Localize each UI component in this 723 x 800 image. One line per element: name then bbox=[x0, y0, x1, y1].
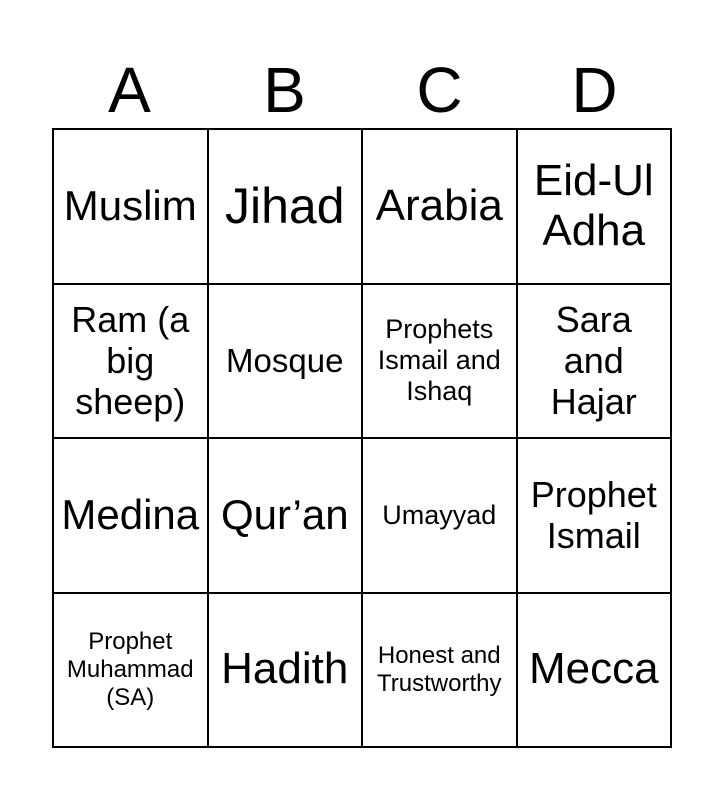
bingo-cell-a1[interactable] bbox=[54, 130, 209, 285]
bingo-cell-b2[interactable] bbox=[209, 285, 364, 440]
bingo-cell-label: Prophet Muhammad (SA) bbox=[66, 628, 194, 711]
header-letter-a: A bbox=[108, 54, 151, 126]
bingo-cell-label: Muslim bbox=[63, 182, 197, 230]
bingo-cell-c2[interactable] bbox=[363, 285, 518, 440]
bingo-cell-label: Qur’an bbox=[220, 491, 349, 539]
bingo-cell-d1[interactable] bbox=[518, 130, 673, 285]
bingo-cell-label: Sara and Hajar bbox=[550, 298, 637, 423]
header-letter-b: B bbox=[263, 54, 306, 126]
bingo-cell-label: Mecca bbox=[528, 644, 659, 694]
bingo-cell-c4[interactable] bbox=[363, 594, 518, 749]
bingo-cell-label: Hadith bbox=[221, 644, 349, 694]
bingo-cell-b1[interactable] bbox=[209, 130, 364, 285]
bingo-cell-b3[interactable] bbox=[209, 439, 364, 594]
bingo-cell-a4[interactable] bbox=[54, 594, 209, 749]
bingo-cell-label: Arabia bbox=[375, 180, 503, 230]
bingo-cell-d3[interactable] bbox=[518, 439, 673, 594]
header-letter-c: C bbox=[416, 54, 463, 126]
bingo-cell-c1[interactable] bbox=[363, 130, 518, 285]
bingo-header bbox=[52, 52, 672, 128]
bingo-cell-label: Umayyad bbox=[382, 499, 497, 530]
bingo-cell-a2[interactable] bbox=[54, 285, 209, 440]
bingo-cell-b4[interactable] bbox=[209, 594, 364, 749]
bingo-cell-label: Prophets Ismail and Ishaq bbox=[377, 314, 501, 407]
bingo-cell-label: Eid-Ul Adha bbox=[533, 155, 654, 256]
bingo-cell-a3[interactable] bbox=[54, 439, 209, 594]
bingo-cell-c3[interactable] bbox=[363, 439, 518, 594]
bingo-cell-label: Prophet Ismail bbox=[530, 473, 657, 557]
bingo-board bbox=[52, 128, 672, 748]
bingo-cell-label: Mosque bbox=[226, 341, 344, 379]
bingo-cell-d2[interactable] bbox=[518, 285, 673, 440]
bingo-cell-label: Jihad bbox=[224, 177, 345, 234]
bingo-cell-label: Medina bbox=[61, 491, 200, 539]
header-letter-d: D bbox=[571, 54, 618, 126]
bingo-cell-label: Honest and Trustworthy bbox=[377, 642, 502, 697]
bingo-cell-d4[interactable] bbox=[518, 594, 673, 749]
bingo-cell-label: Ram (a big sheep) bbox=[71, 298, 190, 423]
